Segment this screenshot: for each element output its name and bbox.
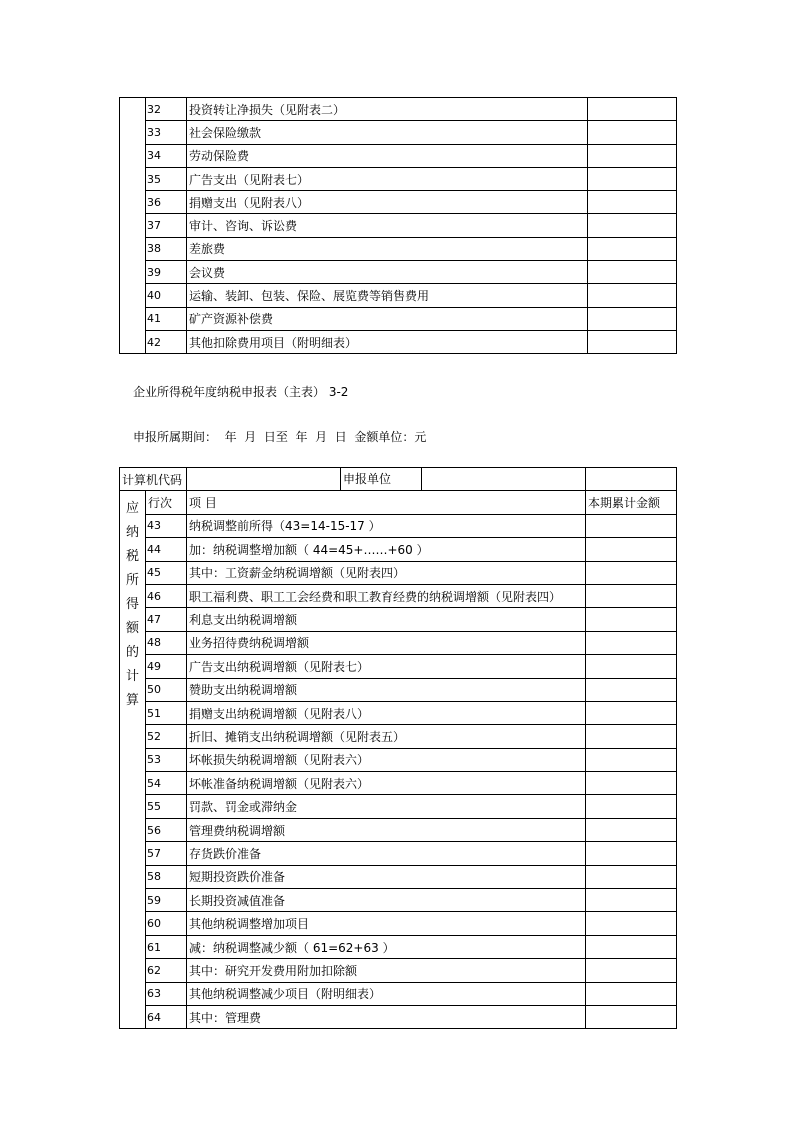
- table-row: [120, 935, 677, 958]
- row-item: 其中：管理费: [187, 1005, 586, 1028]
- row-number: 52: [146, 725, 187, 748]
- row-item: 投资转让净损失（见附表二）: [187, 98, 588, 121]
- amount-cell[interactable]: [586, 701, 677, 724]
- row-number: 32: [146, 98, 187, 121]
- side-label-blank: [120, 98, 146, 354]
- table-row: [120, 842, 677, 865]
- amount-cell[interactable]: [586, 584, 677, 607]
- table-row: [120, 144, 677, 167]
- amount-cell[interactable]: [586, 514, 677, 537]
- table-row: [120, 701, 677, 724]
- computer-code-value[interactable]: [187, 468, 341, 490]
- table-row: [120, 748, 677, 771]
- row-number: 59: [146, 889, 187, 912]
- row-item: 罚款、罚金或滞纳金: [187, 795, 586, 818]
- row-number: 53: [146, 748, 187, 771]
- row-item: 折旧、摊销支出纳税调增额（见附表五）: [187, 725, 586, 748]
- row-item: 其中：研究开发费用附加扣除额: [187, 959, 586, 982]
- table-row: [120, 307, 677, 330]
- table-row: [120, 912, 677, 935]
- col-item-header: 项 目: [187, 491, 586, 514]
- amount-cell[interactable]: [586, 959, 677, 982]
- row-item: 社会保险缴款: [187, 121, 588, 144]
- table-row: [120, 121, 677, 144]
- row-item: 加：纳税调整增加额（ 44=45+……+60 ）: [187, 538, 586, 561]
- row-number: 63: [146, 982, 187, 1005]
- row-number: 57: [146, 842, 187, 865]
- main-tax-table: [119, 467, 677, 1029]
- row-number: 43: [146, 514, 187, 537]
- amount-cell[interactable]: [588, 167, 677, 190]
- side-label-char: 应: [125, 501, 139, 517]
- table-row: [120, 959, 677, 982]
- row-number: 47: [146, 608, 187, 631]
- table-row: [120, 330, 677, 353]
- row-number: 50: [146, 678, 187, 701]
- side-label-char: 算: [125, 693, 139, 709]
- row-item: 短期投资跌价准备: [187, 865, 586, 888]
- amount-cell[interactable]: [586, 655, 677, 678]
- row-item: 坏帐准备纳税调增额（见附表六）: [187, 772, 586, 795]
- amount-cell[interactable]: [586, 1005, 677, 1028]
- amount-cell[interactable]: [588, 191, 677, 214]
- table-row: [120, 725, 677, 748]
- row-item: 坏帐损失纳税调增额（见附表六）: [187, 748, 586, 771]
- amount-cell[interactable]: [586, 538, 677, 561]
- table-row: [120, 795, 677, 818]
- header-row-code: [120, 468, 677, 491]
- amount-cell[interactable]: [588, 284, 677, 307]
- amount-cell[interactable]: [586, 772, 677, 795]
- row-item: 会议费: [187, 261, 588, 284]
- table-row: [120, 631, 677, 654]
- side-label-char: 纳: [125, 525, 139, 541]
- row-item: 审计、咨询、诉讼费: [187, 214, 588, 237]
- row-number: 41: [146, 307, 187, 330]
- row-item: 存货跌价准备: [187, 842, 586, 865]
- amount-cell[interactable]: [586, 748, 677, 771]
- amount-cell[interactable]: [588, 261, 677, 284]
- amount-cell[interactable]: [586, 631, 677, 654]
- side-label-char: 所: [125, 573, 139, 589]
- row-number: 38: [146, 237, 187, 260]
- row-number: 60: [146, 912, 187, 935]
- row-number: 44: [146, 538, 187, 561]
- form-title: 企业所得税年度纳税申报表（主表） 3-2: [133, 385, 349, 399]
- side-label-char: 计: [125, 669, 139, 685]
- table-row: [120, 237, 677, 260]
- row-number: 54: [146, 772, 187, 795]
- row-item: 利息支出纳税调增额: [187, 608, 586, 631]
- table-row: [120, 284, 677, 307]
- amount-cell[interactable]: [586, 678, 677, 701]
- amount-cell[interactable]: [586, 842, 677, 865]
- row-item: 业务招待费纳税调增额: [187, 631, 586, 654]
- table-row: [120, 982, 677, 1005]
- row-item: 其他纳税调整减少项目（附明细表）: [187, 982, 586, 1005]
- amount-cell[interactable]: [586, 818, 677, 841]
- reporting-unit-label: 申报单位: [341, 468, 422, 490]
- row-item: 管理费纳税调增额: [187, 818, 586, 841]
- row-item: 其他扣除费用项目（附明细表）: [187, 330, 588, 353]
- table-row: [120, 214, 677, 237]
- row-number: 61: [146, 935, 187, 958]
- row-item: 纳税调整前所得（43=14-15-17 ）: [187, 514, 586, 537]
- row-number: 45: [146, 561, 187, 584]
- amount-cell[interactable]: [588, 307, 677, 330]
- table-row: [120, 98, 677, 121]
- row-item: 广告支出纳税调增额（见附表七）: [187, 655, 586, 678]
- row-number: 56: [146, 818, 187, 841]
- row-item: 赞助支出纳税调增额: [187, 678, 586, 701]
- amount-cell[interactable]: [588, 98, 677, 121]
- table-row: [120, 818, 677, 841]
- row-item: 其中：工资薪金纳税调增额（见附表四）: [187, 561, 586, 584]
- amount-cell[interactable]: [588, 214, 677, 237]
- table-row: [120, 678, 677, 701]
- row-item: 其他纳税调整增加项目: [187, 912, 586, 935]
- table-row: [120, 514, 677, 537]
- col-amount-header: 本期累计金额: [586, 491, 677, 514]
- amount-cell[interactable]: [586, 912, 677, 935]
- row-number: 36: [146, 191, 187, 214]
- table-row: [120, 561, 677, 584]
- row-number: 49: [146, 655, 187, 678]
- row-item: 运输、装卸、包装、保险、展览费等销售费用: [187, 284, 588, 307]
- table-row: [120, 167, 677, 190]
- row-item: 差旅费: [187, 237, 588, 260]
- amount-cell[interactable]: [588, 144, 677, 167]
- row-number: 33: [146, 121, 187, 144]
- side-label-char: 得: [125, 597, 139, 613]
- table-row: [120, 655, 677, 678]
- row-number: 48: [146, 631, 187, 654]
- row-number: 55: [146, 795, 187, 818]
- row-number: 64: [146, 1005, 187, 1028]
- row-item: 广告支出（见附表七）: [187, 167, 588, 190]
- row-number: 51: [146, 701, 187, 724]
- amount-cell[interactable]: [588, 237, 677, 260]
- row-item: 职工福利费、职工工会经费和职工教育经费的纳税调增额（见附表四）: [187, 584, 586, 607]
- row-number: 58: [146, 865, 187, 888]
- row-number: 37: [146, 214, 187, 237]
- period-line: 申报所属期间： 年 月 日至 年 月 日 金额单位：元: [133, 430, 427, 444]
- row-number: 62: [146, 959, 187, 982]
- table-row: [120, 538, 677, 561]
- table-row: [120, 1005, 677, 1028]
- amount-cell[interactable]: [586, 608, 677, 631]
- side-label-char: 税: [125, 549, 139, 565]
- side-label: [120, 491, 146, 1029]
- amount-cell[interactable]: [588, 121, 677, 144]
- row-item: 捐赠支出（见附表八）: [187, 191, 588, 214]
- amount-cell[interactable]: [586, 725, 677, 748]
- table-row: [120, 608, 677, 631]
- table-row: [120, 261, 677, 284]
- computer-code-label: 计算机代码: [120, 468, 187, 491]
- amount-cell[interactable]: [586, 865, 677, 888]
- row-number: 39: [146, 261, 187, 284]
- col-row-header: 行次: [146, 491, 187, 514]
- table-row: [120, 191, 677, 214]
- amount-cell[interactable]: [586, 561, 677, 584]
- row-item: 捐赠支出纳税调增额（见附表八）: [187, 701, 586, 724]
- row-number: 35: [146, 167, 187, 190]
- side-label-char: 额: [125, 621, 139, 637]
- reporting-unit-value[interactable]: [422, 468, 585, 490]
- table-row: [120, 584, 677, 607]
- amount-cell[interactable]: [588, 330, 677, 353]
- table-row: [120, 889, 677, 912]
- column-header-row: [120, 491, 677, 514]
- row-item: 劳动保险费: [187, 144, 588, 167]
- amount-cell[interactable]: [586, 795, 677, 818]
- amount-cell[interactable]: [586, 982, 677, 1005]
- row-item: 矿产资源补偿费: [187, 307, 588, 330]
- table-row: [120, 865, 677, 888]
- row-number: 46: [146, 584, 187, 607]
- amount-cell[interactable]: [586, 935, 677, 958]
- continued-table: [119, 97, 677, 354]
- side-label-char: 的: [125, 645, 139, 661]
- row-item: 减：纳税调整减少额（ 61=62+63 ）: [187, 935, 586, 958]
- row-number: 34: [146, 144, 187, 167]
- table-row: [120, 772, 677, 795]
- row-number: 40: [146, 284, 187, 307]
- row-item: 长期投资减值准备: [187, 889, 586, 912]
- row-number: 42: [146, 330, 187, 353]
- amount-cell[interactable]: [586, 889, 677, 912]
